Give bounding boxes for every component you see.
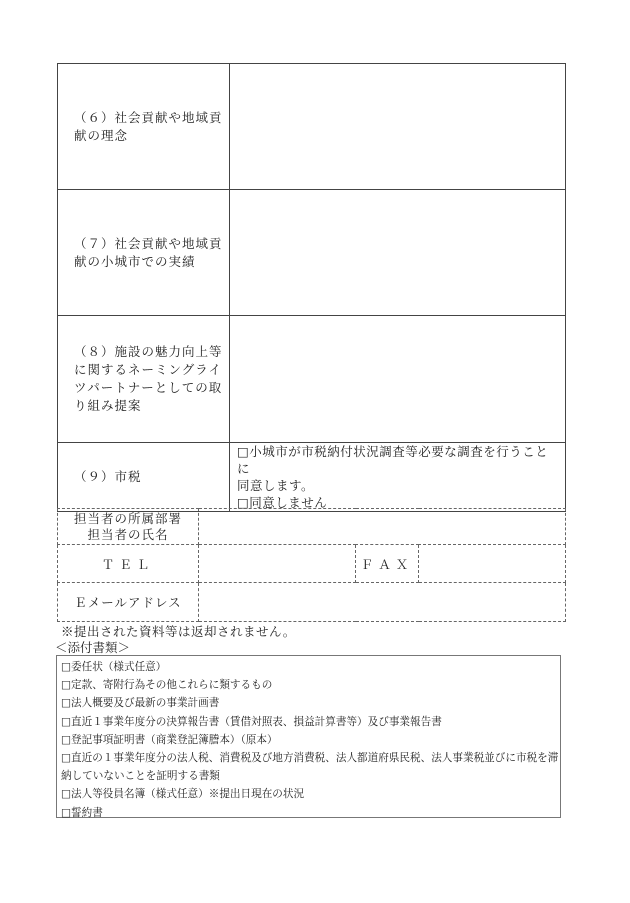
table-row	[58, 64, 566, 190]
attachment-item-business-plan[interactable]: □法人概要及び最新の事業計画書	[61, 697, 220, 710]
attachment-item-officer-list[interactable]: □法人等役員名簿（様式任意）※提出日現在の状況	[61, 788, 305, 801]
tax-agree-checkbox-line1[interactable]: □小城市が市税納付状況調査等必要な調査を行うことに	[237, 444, 549, 476]
row-content-field[interactable]	[230, 190, 566, 316]
row-label: （９）市税	[58, 443, 230, 512]
attachment-item-articles[interactable]: □定款、寄附行為その他これらに類するもの	[61, 679, 273, 692]
tax-agree-checkbox-line2: 同意します。	[237, 478, 315, 493]
contact-dept-label-line1: 担当者の所属部署	[73, 510, 182, 526]
attachment-item-tax-certificate[interactable]: □直近の１事業年度分の法人税、消費税及び地方消費税、法人都道府県民税、法人事業税並びに市税を滞納していないことを証明する書類	[61, 752, 559, 783]
proposal-table	[57, 63, 566, 512]
tax-disagree-checkbox[interactable]: □同意しません	[237, 495, 328, 510]
attachment-item-pledge[interactable]: □誓約書	[61, 806, 103, 819]
not-returned-note: ※提出された資料等は返却されません。	[61, 624, 296, 639]
attachment-item-proxy[interactable]: □委任状（様式任意）	[61, 661, 167, 673]
row-label: （７）社会貢献や地域貢献の小城市での実績	[58, 190, 230, 316]
table-row	[58, 509, 566, 545]
attachment-item-financial-report[interactable]: □直近１事業年度分の決算報告書（賃借対照表、損益計算書等）及び事業報告書	[61, 715, 442, 728]
email-label: Ｅメールアドレス	[58, 583, 199, 622]
row-label: （８）施設の魅力向上等に関するネーミングライツパートナーとしての取り組み提案	[58, 316, 230, 443]
fax-field[interactable]	[419, 545, 566, 583]
table-row	[58, 190, 566, 316]
tax-consent-cell	[230, 443, 566, 512]
table-row	[58, 443, 566, 512]
table-row	[58, 583, 566, 622]
contact-table	[57, 508, 566, 622]
contact-dept-field[interactable]	[199, 509, 566, 545]
attachments-heading: ＜添付書類＞	[55, 640, 131, 655]
table-row	[58, 316, 566, 443]
row-content-field[interactable]	[230, 64, 566, 190]
row-content-field[interactable]	[230, 316, 566, 443]
contact-dept-label-line2: 担当者の氏名	[87, 526, 169, 542]
attachments-list	[56, 655, 561, 818]
email-field[interactable]	[199, 583, 566, 622]
row-label: （６）社会貢献や地域貢献の理念	[58, 64, 230, 190]
fax-label: ＦＡＸ	[356, 545, 419, 583]
tel-field[interactable]	[199, 545, 356, 583]
attachment-item-registry-certificate[interactable]: □登記事項証明書（商業登記簿謄本）（原本）	[61, 733, 278, 746]
contact-dept-label	[58, 509, 199, 545]
tel-label: ＴＥＬ	[58, 545, 199, 583]
table-row	[58, 545, 566, 583]
